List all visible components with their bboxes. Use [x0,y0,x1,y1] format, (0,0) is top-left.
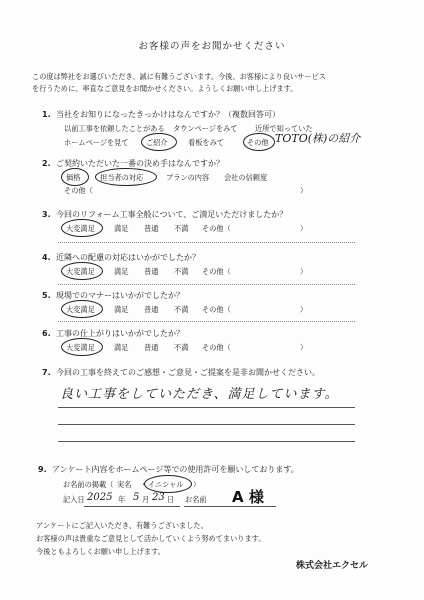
q4-option-average[interactable]: 普通 [144,267,159,276]
q1-option-signboard[interactable]: 看板をみて [188,138,224,147]
intro-line-2: を行うために、率直なご意見をお聞かせください。ようしくお願い申し上げます。 [32,84,298,93]
q3-number: 3. [42,210,51,219]
q9-year-unit: 年 [118,495,126,504]
q9-date-day: 23 [152,492,165,503]
q3-option-other[interactable]: その他（ [202,224,231,233]
q6-option-very-satisfied[interactable]: 大変満足 [66,343,95,352]
q3-option-unsatisfied[interactable]: 不満 [174,224,189,233]
q7-answer-line-1 [58,407,355,408]
q9-text: アンケート内容をホームページ等での使用許可を願いしております。 [52,465,299,474]
footer-line-2: お客様の声は貴重なご意見として活かしていくよう努めてまいります。 [36,534,266,543]
q6-option-other[interactable]: その他（ [202,343,231,352]
q5-option-unsatisfied[interactable]: 不満 [174,305,189,314]
q3-text: 今回のリフォーム工事全般について、ご満足いただけましたか？ [56,210,288,219]
q5-option-other[interactable]: その他（ [202,305,231,314]
q9-initial-circle [144,475,192,493]
q4-option-unsatisfied[interactable]: 不満 [174,267,189,276]
company-name: 株式会社エクセル [296,561,369,571]
q5-separator [58,321,355,322]
q9-month-unit: 月 [142,495,150,504]
q9-number: 9. [38,465,47,474]
q3-option-average[interactable]: 普通 [144,224,159,233]
q3-very-satisfied-circle [61,219,103,237]
q5-text: 現場でのマナーはいかがでしたか？ [56,291,184,300]
q6-text: 工事の仕上がりはいかがでしたか？ [56,329,184,338]
q6-number: 6. [42,329,51,338]
q9-date-underline [84,506,180,507]
q4-other-close: ） [300,267,308,276]
q9-customer-name: A 様 [232,488,264,506]
q1-option-referral[interactable]: ご紹介 [146,138,168,147]
q9-day-unit: 日 [167,495,175,504]
q3-option-very-satisfied[interactable]: 大変満足 [66,224,95,233]
q7-number: 7. [42,368,51,377]
q1-text: 当社をお知りになったきっかけはなんですか？（複数回答可） [56,110,280,119]
q4-very-satisfied-circle [61,262,103,280]
q9-date-label: 記入日 [63,495,85,504]
q2-option-trust[interactable]: 会社の信頼度 [224,173,268,182]
q9-name-close: ） [193,480,201,489]
q1-option-neighborhood[interactable]: 近所で知っていた [255,124,313,133]
q4-separator [58,284,355,285]
q6-option-unsatisfied[interactable]: 不満 [174,343,189,352]
q9-name-label: お名前の掲載（ [63,480,114,489]
page-title: お客様の声をお聞かせください [138,41,286,52]
q9-name-underline [184,506,276,507]
q6-very-satisfied-circle [61,338,103,356]
q1-option-homepage[interactable]: ホームページを見て [64,138,129,147]
q3-option-satisfied[interactable]: 満足 [114,224,129,233]
q2-price-circle [61,168,89,186]
q9-option-initial[interactable]: イニシャル [148,480,184,489]
q2-option-staff[interactable]: 担当者の対応 [100,173,144,182]
q1-option-other[interactable]: その他 [247,138,269,147]
q3-other-close: ） [300,224,308,233]
q1-option-previous-work[interactable]: 以前工事を依頼したことがある [64,124,165,133]
q5-number: 5. [42,291,51,300]
q5-option-average[interactable]: 普通 [144,305,159,314]
q4-text: 近隣への配慮の対応はいかがでしたか？ [56,253,200,262]
q2-other-close: ） [300,186,308,195]
q1-referral-circle [141,133,177,151]
footer-line-1: アンケートにご記入いただき、有難うございました。 [36,521,208,530]
q2-option-plan[interactable]: プランの内容 [166,173,210,182]
q7-answer-line-2 [58,424,355,425]
q7-answer-line-3 [58,441,355,442]
q2-option-price[interactable]: 価格 [66,173,81,182]
q3-separator [58,242,355,243]
q2-staff-circle [95,168,157,186]
q9-option-real-name[interactable]: 実名 [117,480,132,489]
q1-number: 1. [42,110,51,119]
q9-date-year: 2025 [87,492,113,503]
q1-handwritten-other: TOTO(株)の紹介 [275,132,361,145]
q2-number: 2. [42,159,51,168]
q6-option-average[interactable]: 普通 [144,343,159,352]
q4-option-very-satisfied[interactable]: 大変満足 [66,267,95,276]
q4-number: 4. [42,253,51,262]
q9-customer-label: お名前 [185,495,207,504]
intro-line-1: この度は弊社をお選びいただき、誠に有難うございます。今後、お客様により良いサービス [32,72,326,81]
q4-option-other[interactable]: その他（ [202,267,231,276]
q1-option-townpage[interactable]: タウンページをみて [173,124,238,133]
q1-other-circle [243,133,275,151]
q7-handwritten-comment: 良い工事をしていただき、満足しています。 [60,387,339,402]
q5-very-satisfied-circle [61,300,103,318]
q4-option-satisfied[interactable]: 満足 [114,267,129,276]
q6-other-close: ） [300,343,308,352]
q5-option-very-satisfied[interactable]: 大変満足 [66,305,95,314]
q9-dot: ・ [140,480,148,489]
q2-option-other[interactable]: その他（ [64,186,93,195]
q5-other-close: ） [300,305,308,314]
q9-date-month: 5 [133,492,140,503]
q6-option-satisfied[interactable]: 満足 [114,343,129,352]
footer-line-3: 今後ともよろしくお願い申し上げます。 [36,547,165,556]
q7-text: 今回の工事を終えてのご感想・ご意見・ご提案を是非お聞かせください。 [56,368,320,377]
q2-text: ご契約いただいた一番の決め手はなんですか？ [56,159,224,168]
q5-option-satisfied[interactable]: 満足 [114,305,129,314]
